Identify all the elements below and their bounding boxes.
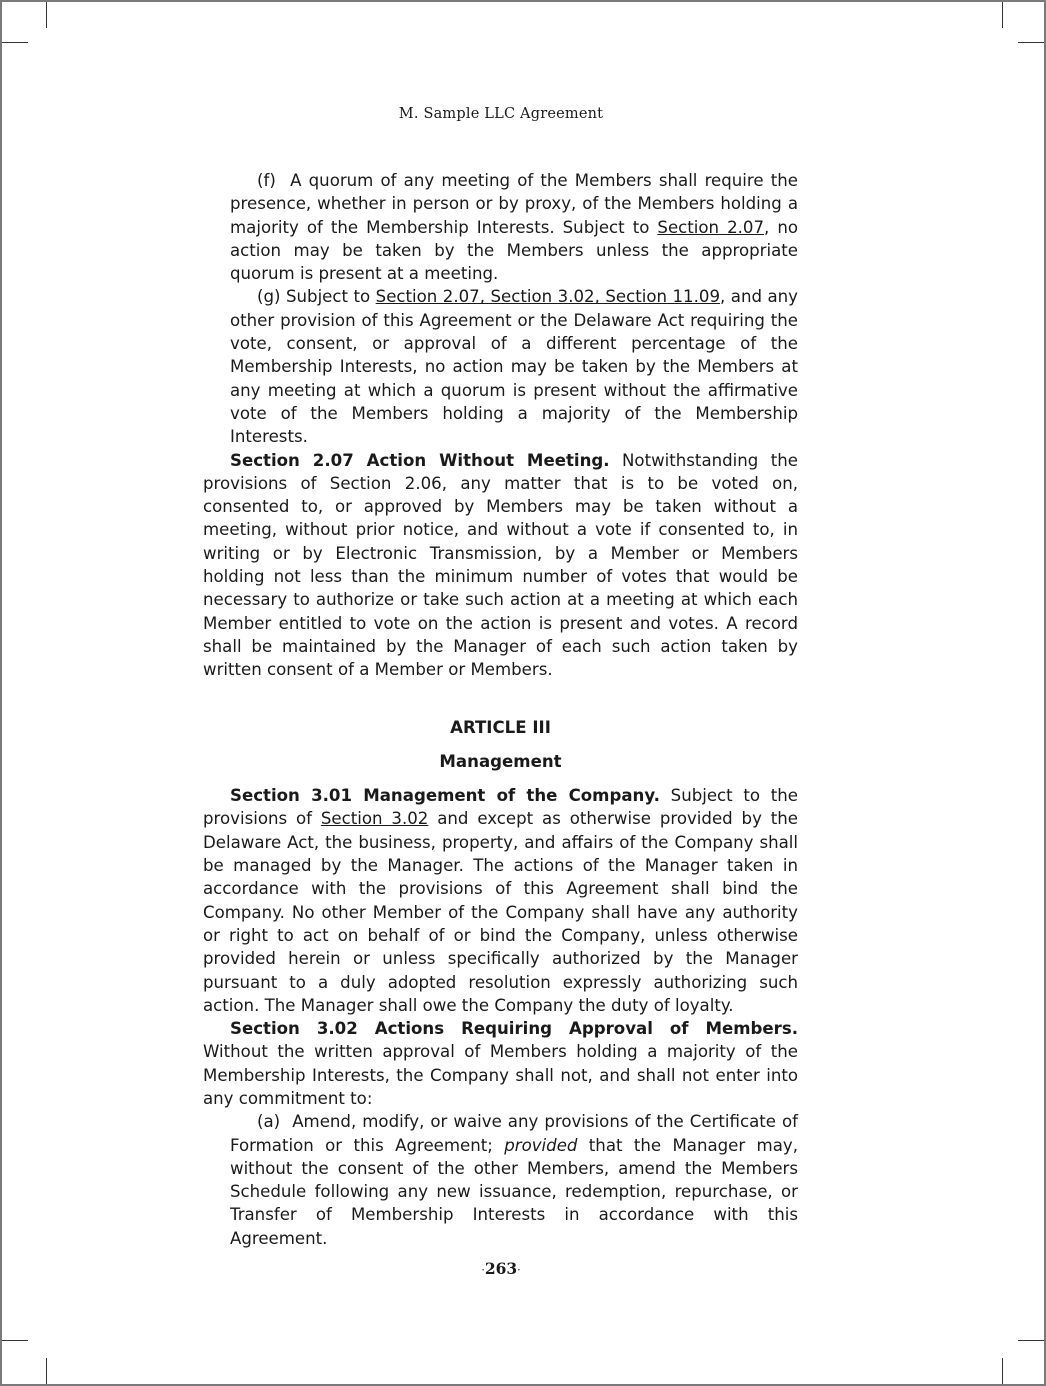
paragraph-text: , no action may be taken by the Members unless the appropriate quorum is present at a meeting. [230,217,799,284]
section-3-01 [203,784,798,1017]
paragraph-label: (g) [257,287,281,307]
page-number-footer [0,1259,1002,1278]
running-head: M. Sample LLC Agreement [398,106,604,122]
section-2-07-link[interactable]: Section 2.07 [657,217,765,237]
section-text: Subject to the provisions of [203,786,798,829]
section-text: Notwithstanding the provisions of Section 2.06, any matter that is to be voted on, consented to, or approved by Members may be taken without a meeting, without prior notice, and without a vote if consented to, in writing or by Electronic Transmission, by a Member or Members holding not less than the minimum number of votes that would be necessary to authorize or take such action at a meeting at which each Member entitled to vote on the action is present and votes. A record shall be maintained by the Manager of each such action taken by written consent of a Member or Members. [203,450,798,680]
folio-dot: · [517,1263,521,1277]
article-number: ARTICLE III [450,717,551,737]
section-3-02-link[interactable]: Section 3.02 [320,809,429,829]
crop-mark [1002,1358,1003,1384]
section-text: Without the written approval of Members holding a majority of the Membership Interests, the Company shall not, and shall not enter into any commitment to: [203,1042,798,1108]
paragraph-label: (f) [257,171,276,190]
section-text: and except as otherwise provided by the Delaware Act, the business, property, and affairs of the Company shall be managed by the Manager. The actions of the Manager taken in accordance with the provisions of this Agreement shall bind the Company. No other Member of the Company shall have any authority or right to act on behalf of or bind the Company, unless otherwise provided herein or unless specifically authorized by the Manager pursuant to a duly adopted resolution expressly authorizing such action. The Manager shall owe the Company the duty of loyalty. [203,809,799,1015]
folio-dot: · [481,1263,485,1277]
page-number: 263 [484,1259,518,1278]
crop-mark [46,2,47,28]
section-heading: Section 3.02 Actions Requiring Approval of Members. [230,1019,798,1039]
crop-mark [2,42,28,43]
paragraph-text: , and any other provision of this Agreement or the Delaware Act requiring the vote, consent, or approval of a different percentage of the Membership Interests, no action may be taken by the Members at any meeting at which a quorum is present without the affirmative vote of the Members holding a majority of the Membership Interests. [230,287,798,447]
section-3-02 [203,1017,798,1110]
paragraph-text: A quorum of any meeting of the Members shall require the presence, whether in person or by proxy, of the Members holding a majority of the Membership Interests. Subject to [230,171,798,237]
section-heading: Section 2.07 Action Without Meeting. [230,450,610,470]
crop-mark [46,1358,47,1384]
paragraph-text: Subject to [285,287,376,307]
crop-mark [1002,2,1003,28]
paragraph-g [203,285,798,448]
paragraph-text: that the Manager may, without the consent of the other Members, amend the Members Schedule following any new issuance, redemption, repurchase, or Transfer of Membership Interests in accordance with this Agreement. [230,1135,798,1248]
crop-mark [2,1340,28,1341]
paragraph-a [203,1110,798,1250]
crop-mark [1018,1340,1044,1341]
paragraph-emphasis: provided [504,1135,578,1155]
page-body [203,169,798,1250]
section-references-link[interactable]: Section 2.07, Section 3.02, Section 11.09 [375,287,721,307]
paragraph-f [203,169,798,285]
paragraph-text: Amend, modify, or waive any provisions of the Certificate of Formation or this Agreement; [230,1112,798,1155]
section-heading: Section 3.01 Management of the Company. [230,786,660,806]
paragraph-label: (a) [257,1112,281,1132]
section-2-07 [203,449,798,682]
article-title: Management [439,751,562,771]
crop-mark [1018,42,1044,43]
